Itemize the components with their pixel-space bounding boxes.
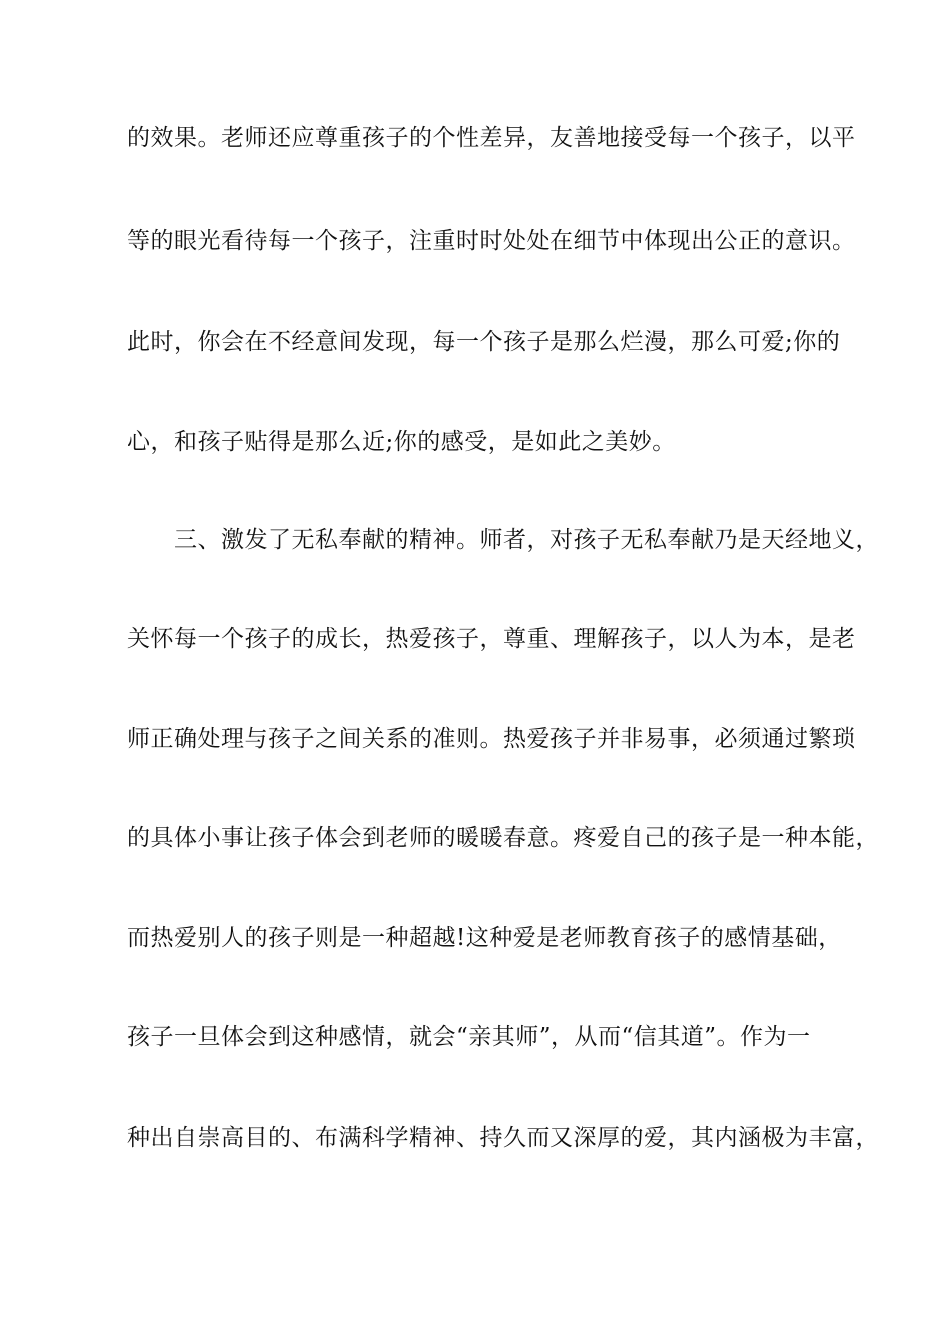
text-line-6: 关怀每一个孩子的成长，热爱孩子，尊重、理解孩子，以人为本，是老 [127,626,856,652]
text-line-8: 的具体小事让孩子体会到老师的暖暖春意。疼爱自己的孩子是一种本能， [127,825,879,851]
text-line-3: 此时，你会在不经意间发现，每一个孩子是那么烂漫，那么可爱;你的 [127,329,841,355]
text-line-5-paragraph-start: 三、激发了无私奉献的精神。师者，对孩子无私奉献乃是天经地义， [174,527,879,553]
text-line-2: 等的眼光看待每一个孩子，注重时时处处在细节中体现出公正的意识。 [127,228,856,254]
text-line-4: 心，和孩子贴得是那么近;你的感受，是如此之美妙。 [127,429,676,455]
text-line-7: 师正确处理与孩子之间关系的准则。热爱孩子并非易事，必须通过繁琐 [127,726,856,752]
text-line-1: 的效果。老师还应尊重孩子的个性差异，友善地接受每一个孩子，以平 [127,125,856,151]
text-line-10: 孩子一旦体会到这种感情，就会“亲其师”，从而“信其道”。作为一 [127,1024,811,1050]
text-line-11: 种出自崇高目的、布满科学精神、持久而又深厚的爱，其内涵极为丰富， [127,1125,879,1151]
text-line-9: 而热爱别人的孩子则是一种超越!这种爱是老师教育孩子的感情基础， [127,925,842,951]
